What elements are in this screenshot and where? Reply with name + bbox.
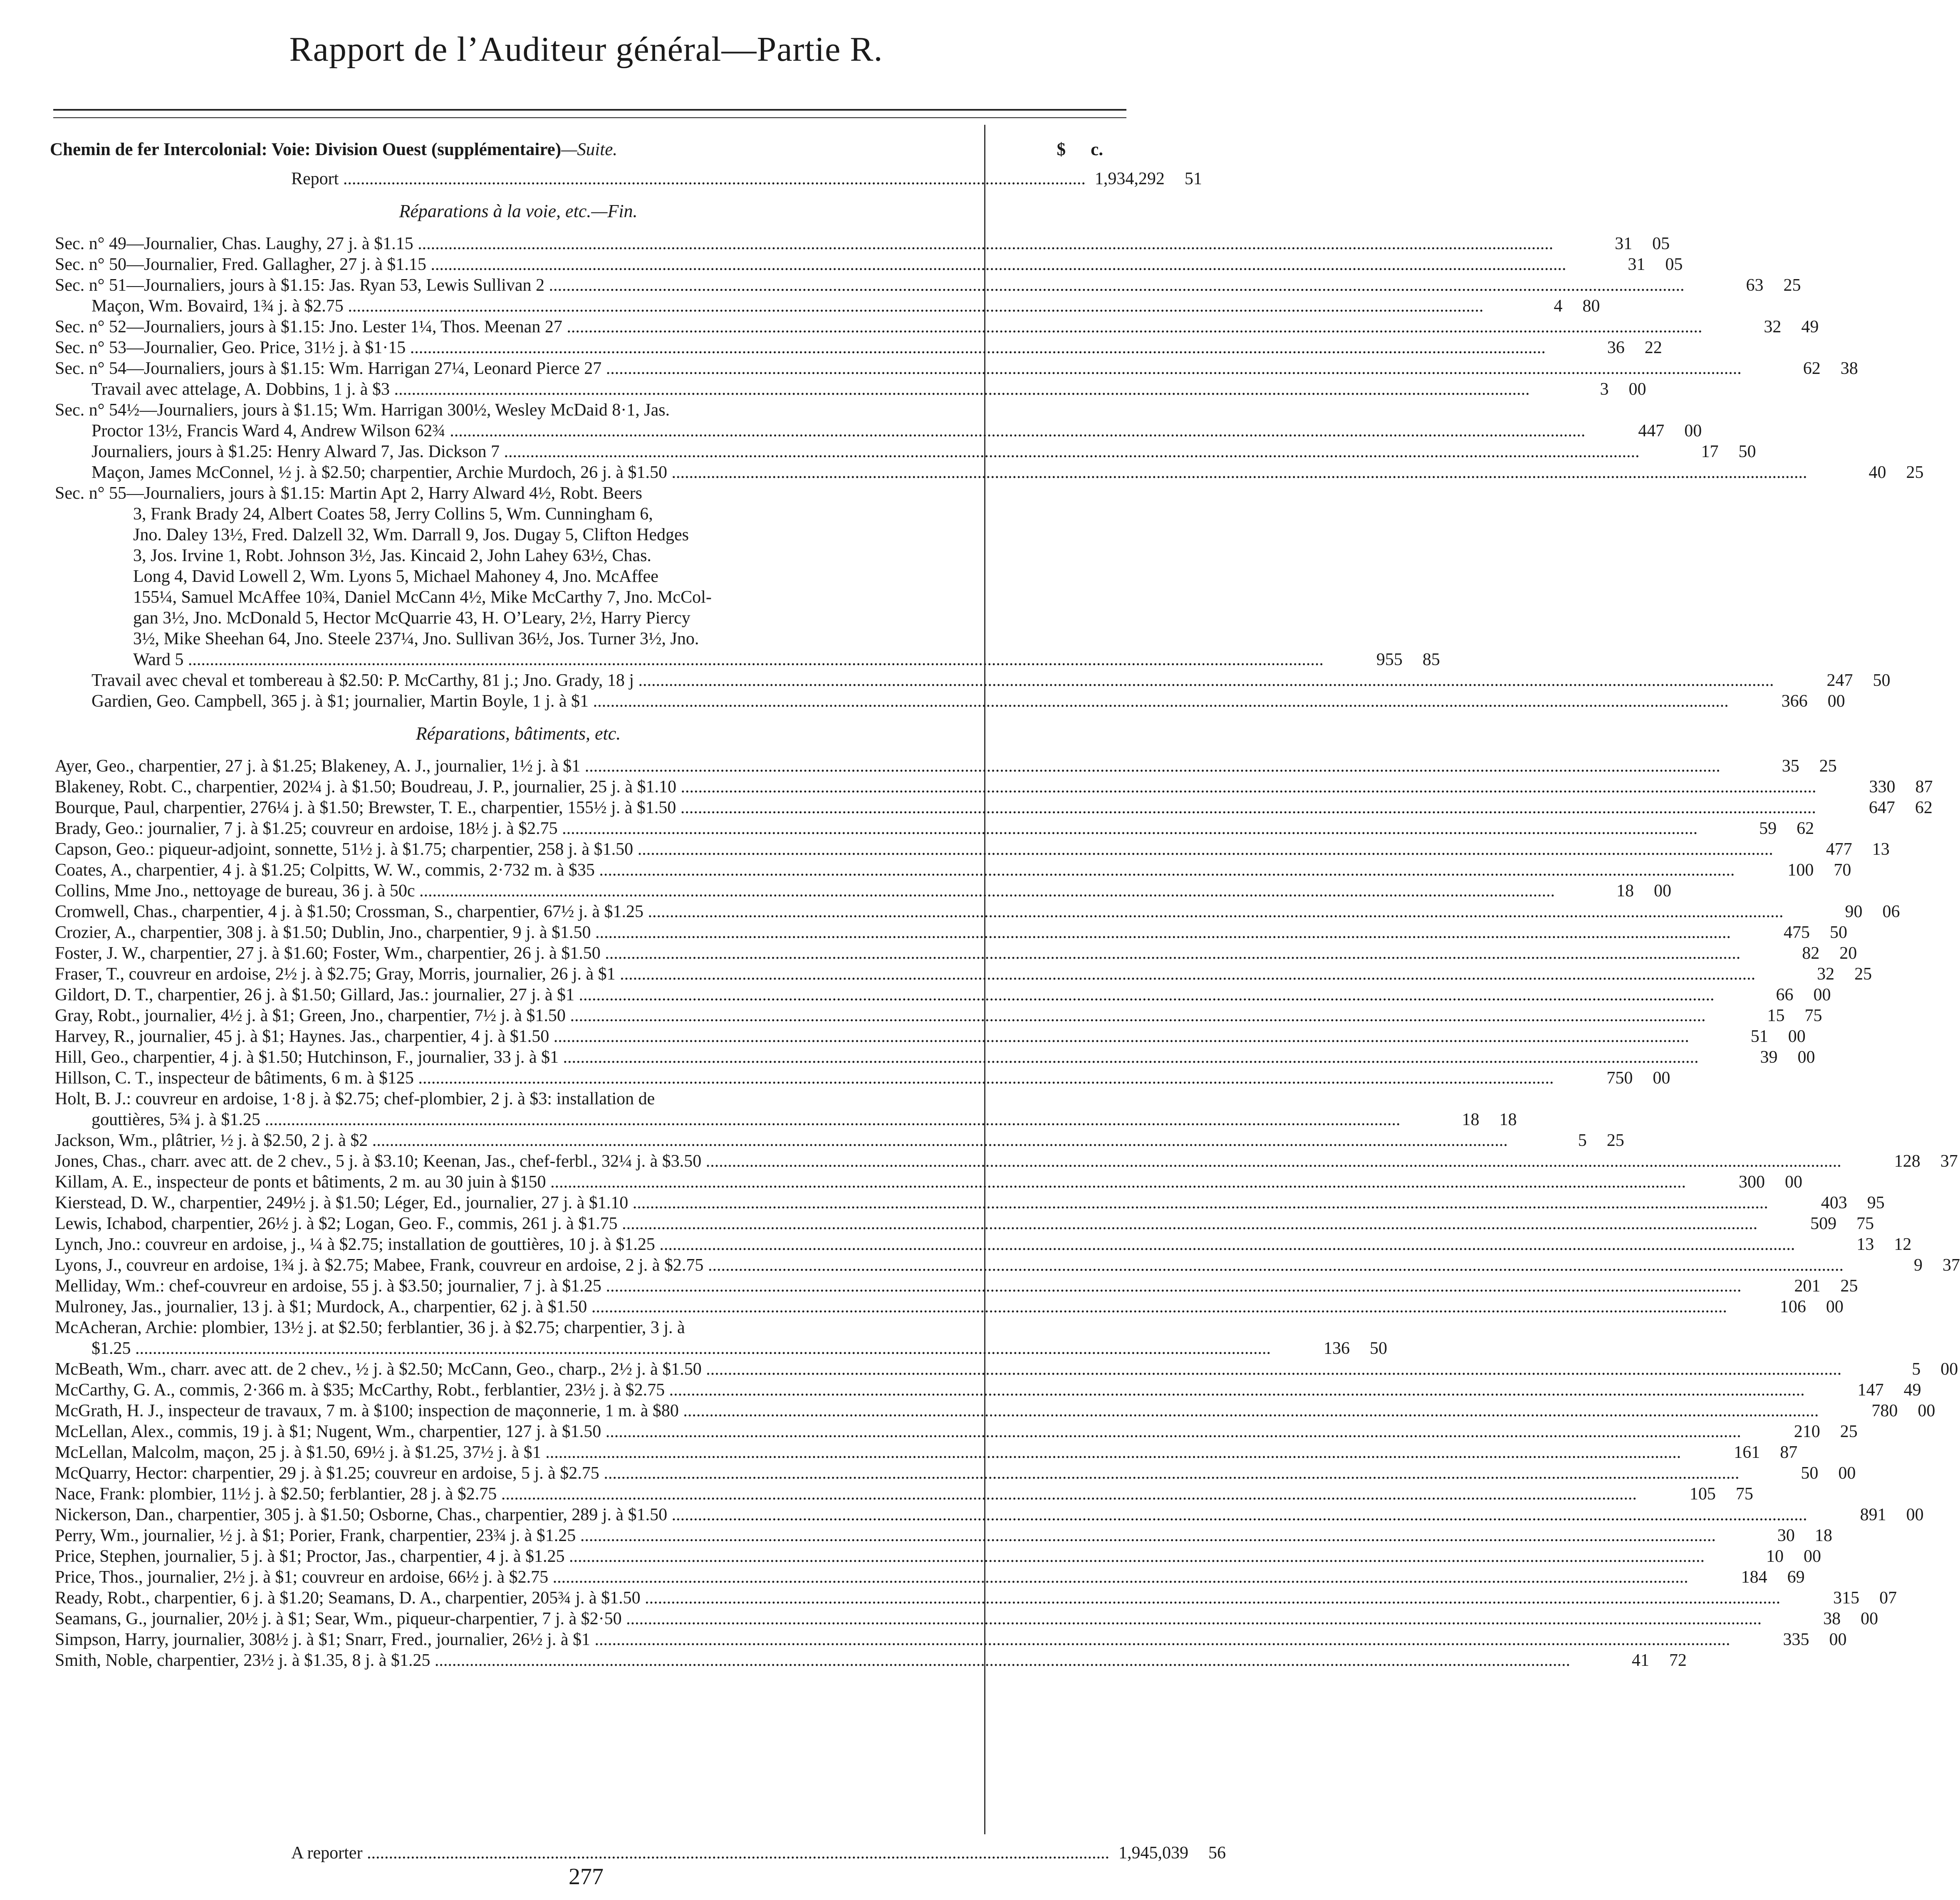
ledger-row: Lewis, Ichabod, charpentier, 26½ j. à $2; Logan, Geo. F., commis, 261 j. à $1.75 .................................................................................................................................................................................................................................................................... 509 75 <box>55 1214 1874 1233</box>
row-description: Smith, Noble, charpentier, 23½ j. à $1.35, 8 j. à $1.25 <box>55 1651 431 1670</box>
row-dollars: 315 <box>1833 1588 1860 1608</box>
row-cents: 50 <box>1370 1339 1387 1358</box>
row-description: Harvey, R., journalier, 45 j. à $1; Haynes. Jas., charpentier, 4 j. à $1.50 <box>55 1027 549 1046</box>
row-cents: 20 <box>1839 944 1857 963</box>
row-cents: 07 <box>1879 1588 1897 1608</box>
row-dollars: 32 <box>1817 965 1835 984</box>
row-dollars: 5 <box>1578 1131 1587 1150</box>
row-description: McCarthy, G. A., commis, 2·366 m. à $35; McCarthy, Robt., ferblantier, 23½ j. à $2.75 <box>55 1380 665 1400</box>
row-cents: 38 <box>1840 359 1858 378</box>
row-description: Sec. n° 50—Journalier, Fred. Gallagher, 27 j. à $1.15 <box>55 255 426 274</box>
row-description: Sec. n° 53—Journalier, Geo. Price, 31½ j. à $1·15 <box>55 338 406 357</box>
ledger-row: Melliday, Wm.: chef-couvreur en ardoise, 55 j. à $3.50; journalier, 7 j. à $1.25 .................................................................................................................................................................................................................................................................... 201 25 <box>55 1277 1858 1296</box>
row-cents: 87 <box>1780 1443 1798 1462</box>
row-description: Fraser, T., couvreur en ardoise, 2½ j. à $2.75; Gray, Morris, journalier, 26 j. à $1 <box>55 965 616 984</box>
ledger-content <box>50 139 1960 1671</box>
row-description: gan 3½, Jno. McDonald 5, Hector McQuarrie 43, H. O’Leary, 2½, Harry Piercy <box>133 609 690 628</box>
row-description: Sec. n° 52—Journaliers, jours à $1.15: Jno. Lester 1¼, Thos. Meenan 27 <box>55 317 562 336</box>
header-rule <box>53 109 1126 111</box>
report-cents: 51 <box>1184 169 1202 188</box>
row-cents: 87 <box>1915 777 1933 797</box>
row-dollars: 3 <box>1600 380 1609 399</box>
row-description: Melliday, Wm.: chef-couvreur en ardoise, 55 j. à $3.50; journalier, 7 j. à $1.25 <box>55 1277 601 1296</box>
ledger-row: Seamans, G., journalier, 20½ j. à $1; Sear, Wm., piqueur-charpentier, 7 j. à $2·50 .................................................................................................................................................................................................................................................................... 38 00 <box>55 1609 1878 1628</box>
row-dollars: 106 <box>1779 1297 1806 1316</box>
row-dollars: 4 <box>1554 297 1563 316</box>
row-description: Sec. n° 54½—Journaliers, jours à $1.15; Wm. Harrigan 300½, Wesley McDaid 8·1, Jas. <box>55 401 670 420</box>
row-description: Hillson, C. T., inspecteur de bâtiments, 6 m. à $125 <box>55 1069 414 1088</box>
row-cents: 18 <box>1814 1526 1832 1545</box>
row-dollars: 40 <box>1868 463 1886 482</box>
report-dollars: 1,934,292 <box>1094 169 1165 188</box>
row-dollars: 403 <box>1821 1193 1847 1212</box>
row-description: Price, Thos., journalier, 2½ j. à $1; couvreur en ardoise, 66½ j. à $2.75 <box>55 1568 549 1587</box>
ledger-row: McLellan, Malcolm, maçon, 25 j. à $1.50, 69½ j. à $1.25, 37½ j. à $1 .................................................................................................................................................................................................................................................................... 161 87 <box>55 1443 1798 1462</box>
row-cents: 00 <box>1784 1173 1802 1192</box>
row-description: Travail avec cheval et tombereau à $2.50: P. McCarthy, 81 j.; Jno. Grady, 18 j <box>92 671 634 690</box>
row-cents: 95 <box>1867 1193 1885 1212</box>
row-description: Coates, A., charpentier, 4 j. à $1.25; Colpitts, W. W., commis, 2·732 m. à $35 <box>55 861 595 880</box>
cents-column-header: c. <box>1091 140 1103 159</box>
subhead-voie-text: Réparations à la voie, etc.—Fin. <box>399 201 638 221</box>
row-cents: 00 <box>1906 1505 1924 1524</box>
ledger-row: Coates, A., charpentier, 4 j. à $1.25; Colpitts, W. W., commis, 2·732 m. à $35 .................................................................................................................................................................................................................................................................... 100 70 <box>55 861 1851 880</box>
ledger-row: Maçon, James McConnel, ½ j. à $2.50; charpentier, Archie Murdoch, 26 j. à $1.50 .................................................................................................................................................................................................................................................................... 40 25 <box>92 463 1924 482</box>
ledger-row: Ready, Robt., charpentier, 6 j. à $1.20; Seamans, D. A., charpentier, 205¾ j. à $1.50 .................................................................................................................................................................................................................................................................... 315 07 <box>55 1588 1897 1608</box>
ledger-row: Sec. n° 52—Journaliers, jours à $1.15: Jno. Lester 1¼, Thos. Meenan 27 .................................................................................................................................................................................................................................................................... 32 49 <box>55 317 1819 336</box>
row-description: Sec. n° 55—Journaliers, jours à $1.15: Martin Apt 2, Harry Alward 4½, Robt. Beers <box>55 484 642 503</box>
row-description: Gildort, D. T., charpentier, 26 j. à $1.50; Gillard, Jas.: journalier, 27 j. à $1 <box>55 985 574 1004</box>
ledger-row: McCarthy, G. A., commis, 2·366 m. à $35; McCarthy, Robt., ferblantier, 23½ j. à $2.75 .................................................................................................................................................................................................................................................................... 147 49 <box>55 1380 1921 1400</box>
row-dollars: 17 <box>1701 442 1719 461</box>
ledger-row: Bourque, Paul, charpentier, 276¼ j. à $1.50; Brewster, T. E., charpentier, 155½ j. à $1.50 .................................................................................................................................................................................................................................................................... 647 62 <box>55 798 1933 817</box>
row-description: Jno. Daley 13½, Fred. Dalzell 32, Wm. Darrall 9, Jos. Dugay 5, Clifton Hedges <box>133 525 689 544</box>
row-description: Perry, Wm., journalier, ½ j. à $1; Porier, Frank, charpentier, 23¾ j. à $1.25 <box>55 1526 576 1545</box>
row-dollars: 128 <box>1894 1152 1920 1171</box>
ledger-row: Lynch, Jno.: couvreur en ardoise, j., ¼ à $2.75; installation de gouttières, 10 j. à $1.25 .................................................................................................................................................................................................................................................................... 13 12 <box>55 1235 1912 1254</box>
row-description: Cromwell, Chas., charpentier, 4 j. à $1.50; Crossman, S., charpentier, 67½ j. à $1.25 <box>55 902 644 921</box>
row-cents: 75 <box>1804 1006 1822 1025</box>
ledger-row <box>50 483 1125 504</box>
row-cents: 00 <box>1813 985 1831 1004</box>
row-description: Lyons, J., couvreur en ardoise, 1¾ j. à $2.75; Mabee, Frank, couvreur en ardoise, 2 j. à $2.75 <box>55 1256 704 1275</box>
row-dollars: 51 <box>1750 1027 1768 1046</box>
row-dollars: 50 <box>1801 1464 1819 1483</box>
row-description: Crozier, A., charpentier, 308 j. à $1.50; Dublin, Jno., charpentier, 9 j. à $1.50 <box>55 923 591 942</box>
row-dollars: 780 <box>1871 1401 1898 1420</box>
reporter-dollars: 1,945,039 <box>1118 1843 1188 1863</box>
row-description: Journaliers, jours à $1.25: Henry Alward 7, Jas. Dickson 7 <box>92 442 500 461</box>
ledger-row: Gardien, Geo. Campbell, 365 j. à $1; journalier, Martin Boyle, 1 j. à $1 .................................................................................................................................................................................................................................................................... 366 00 <box>92 692 1845 711</box>
subhead-voie <box>50 201 1125 222</box>
row-description: Sec. n° 54—Journaliers, jours à $1.15: Wm. Harrigan 27¼, Leonard Pierce 27 <box>55 359 602 378</box>
ledger-row: Smith, Noble, charpentier, 23½ j. à $1.35, 8 j. à $1.25 .................................................................................................................................................................................................................................................................... 41 72 <box>55 1651 1687 1670</box>
ledger-row <box>50 400 1125 421</box>
page-header: Rapport de l’Auditeur général—Partie R. <box>289 30 883 69</box>
row-cents: 25 <box>1840 1422 1858 1441</box>
ledger-row: Sec. n° 50—Journalier, Fred. Gallagher, 27 j. à $1.15 .................................................................................................................................................................................................................................................................... 31 05 <box>55 255 1683 274</box>
row-cents: 72 <box>1669 1651 1687 1670</box>
row-cents: 06 <box>1882 902 1900 921</box>
reporter-cents: 56 <box>1208 1843 1226 1863</box>
ledger-row: McLellan, Alex., commis, 19 j. à $1; Nugent, Wm., charpentier, 127 j. à $1.50 .................................................................................................................................................................................................................................................................... 210 25 <box>55 1422 1858 1441</box>
row-dollars: 5 <box>1912 1360 1921 1379</box>
ledger-row: Sec. n° 53—Journalier, Geo. Price, 31½ j. à $1·15 .................................................................................................................................................................................................................................................................... 36 22 <box>55 338 1662 357</box>
row-dollars: 66 <box>1776 985 1794 1004</box>
dollar-column-header: $ <box>1057 140 1066 159</box>
row-cents: 50 <box>1738 442 1756 461</box>
row-dollars: 63 <box>1746 276 1764 295</box>
ledger-row: Nickerson, Dan., charpentier, 305 j. à $1.50; Osborne, Chas., charpentier, 289 j. à $1.50 .................................................................................................................................................................................................................................................................... 891 00 <box>55 1505 1924 1524</box>
row-description: Jones, Chas., charr. avec att. de 2 chev., 5 j. à $3.10; Keenan, Jas., chef-ferbl., 32¼ j. à $3.50 <box>55 1152 702 1171</box>
ledger-row <box>50 1089 1125 1109</box>
row-cents: 37 <box>1940 1152 1958 1171</box>
ledger-row: Fraser, T., couvreur en ardoise, 2½ j. à $2.75; Gray, Morris, journalier, 26 j. à $1 .................................................................................................................................................................................................................................................................... 32 25 <box>55 965 1872 984</box>
row-description: 155¼, Samuel McAffee 10¾, Daniel McCann 4½, Mike McCarthy 7, Jno. McCol- <box>133 588 712 607</box>
row-dollars: 300 <box>1738 1173 1765 1192</box>
row-dollars: 136 <box>1324 1339 1350 1358</box>
row-description: Maçon, James McConnel, ½ j. à $2.50; charpentier, Archie Murdoch, 26 j. à $1.50 <box>92 463 667 482</box>
row-cents: 25 <box>1854 965 1872 984</box>
row-dollars: 475 <box>1783 923 1810 942</box>
row-description: $1.25 <box>92 1339 131 1358</box>
subhead-batiments <box>50 723 1125 744</box>
ledger-row: Hillson, C. T., inspecteur de bâtiments, 6 m. à $125 .................................................................................................................................................................................................................................................................... 750 00 <box>55 1069 1670 1088</box>
row-cents: 00 <box>1803 1547 1821 1566</box>
row-dollars: 210 <box>1794 1422 1820 1441</box>
report-line: Report .......................................................................................................................................................................... 1,934,292 51 <box>291 169 1202 188</box>
ledger-row: Sec. n° 54—Journaliers, jours à $1.15: Wm. Harrigan 27¼, Leonard Pierce 27 .................................................................................................................................................................................................................................................................... 62 38 <box>55 359 1858 378</box>
ledger-row: Kierstead, D. W., charpentier, 249½ j. à $1.50; Léger, Ed., journalier, 27 j. à $1.10 .................................................................................................................................................................................................................................................................... 403 95 <box>55 1193 1885 1212</box>
ledger-row: Price, Stephen, journalier, 5 j. à $1; Proctor, Jas., charpentier, 4 j. à $1.25 .................................................................................................................................................................................................................................................................... 10 00 <box>55 1547 1821 1566</box>
ledger-row: McQuarry, Hector: charpentier, 29 j. à $1.25; couvreur en ardoise, 5 j. à $2.75 .................................................................................................................................................................................................................................................................... 50 00 <box>55 1464 1856 1483</box>
ledger-row <box>50 587 1125 608</box>
row-description: Gardien, Geo. Campbell, 365 j. à $1; journalier, Martin Boyle, 1 j. à $1 <box>92 692 589 711</box>
row-description: 3, Frank Brady 24, Albert Coates 58, Jerry Collins 5, Wm. Cunningham 6, <box>133 505 653 524</box>
ledger-row: Brady, Geo.: journalier, 7 j. à $1.25; couvreur en ardoise, 18½ j. à $2.75 .................................................................................................................................................................................................................................................................... 59 62 <box>55 819 1814 838</box>
ledger-row <box>50 628 1125 649</box>
row-description: Killam, A. E., inspecteur de ponts et bâtiments, 2 m. au 30 juin à $150 <box>55 1173 546 1192</box>
row-cents: 69 <box>1787 1568 1805 1587</box>
row-description: Bourque, Paul, charpentier, 276¼ j. à $1.50; Brewster, T. E., charpentier, 155½ j. à $1.50 <box>55 798 676 817</box>
row-cents: 80 <box>1582 297 1600 316</box>
row-dollars: 100 <box>1787 861 1814 880</box>
row-cents: 18 <box>1499 1110 1517 1129</box>
ledger-row: McGrath, H. J., inspecteur de travaux, 7 m. à $100; inspection de maçonnerie, 1 m. à $80 .................................................................................................................................................................................................................................................................... 780 00 <box>55 1401 1935 1420</box>
row-cents: 85 <box>1422 650 1440 669</box>
ledger-row: Hill, Geo., charpentier, 4 j. à $1.50; Hutchinson, F., journalier, 33 j. à $1 .................................................................................................................................................................................................................................................................... 39 00 <box>55 1048 1815 1067</box>
row-description: Proctor 13½, Francis Ward 4, Andrew Wilson 62¾ <box>92 421 445 440</box>
row-dollars: 15 <box>1767 1006 1785 1025</box>
report-label: Report <box>291 169 339 188</box>
row-description: Collins, Mme Jno., nettoyage de bureau, 36 j. à 50c <box>55 881 415 901</box>
row-cents: 50 <box>1829 923 1847 942</box>
row-description: McAcheran, Archie: plombier, 13½ j. at $2.50; ferblantier, 36 j. à $2.75; charpentier, 3 j. à <box>55 1318 685 1337</box>
row-cents: 00 <box>1829 1630 1847 1649</box>
batiments-entries <box>50 756 1960 1671</box>
ledger-row: Price, Thos., journalier, 2½ j. à $1; couvreur en ardoise, 66½ j. à $2.75 .................................................................................................................................................................................................................................................................... 184 69 <box>55 1568 1805 1587</box>
row-description: Blakeney, Robt. C., charpentier, 202¼ j. à $1.50; Boudreau, J. P., journalier, 25 j. à $1.10 <box>55 777 676 797</box>
row-cents: 00 <box>1838 1464 1856 1483</box>
ledger-row: Perry, Wm., journalier, ½ j. à $1; Porier, Frank, charpentier, 23¾ j. à $1.25 .................................................................................................................................................................................................................................................................... 30 18 <box>55 1526 1832 1545</box>
row-cents: 00 <box>1684 421 1702 440</box>
row-description: Lynch, Jno.: couvreur en ardoise, j., ¼ à $2.75; installation de gouttières, 10 j. à $1.25 <box>55 1235 655 1254</box>
row-cents: 00 <box>1654 881 1671 901</box>
row-cents: 00 <box>1940 1360 1958 1379</box>
row-cents: 50 <box>1873 671 1891 690</box>
ledger-row <box>50 608 1125 628</box>
ledger-row: Nace, Frank: plombier, 11½ j. à $2.50; ferblantier, 28 j. à $2.75 .................................................................................................................................................................................................................................................................... 105 75 <box>55 1484 1753 1504</box>
row-description: McLellan, Alex., commis, 19 j. à $1; Nugent, Wm., charpentier, 127 j. à $1.50 <box>55 1422 601 1441</box>
ledger-row: Harvey, R., journalier, 45 j. à $1; Haynes. Jas., charpentier, 4 j. à $1.50 .................................................................................................................................................................................................................................................................... 51 00 <box>55 1027 1806 1046</box>
row-dollars: 477 <box>1826 840 1852 859</box>
row-description: 3½, Mike Sheehan 64, Jno. Steele 237¼, Jno. Sullivan 36½, Jos. Turner 3½, Jno. <box>133 629 699 648</box>
row-dollars: 38 <box>1823 1609 1841 1628</box>
row-dollars: 335 <box>1783 1630 1809 1649</box>
ledger-row: Sec. n° 51—Journaliers, jours à $1.15: Jas. Ryan 53, Lewis Sullivan 2 .................................................................................................................................................................................................................................................................... 63 25 <box>55 276 1801 295</box>
row-cents: 00 <box>1797 1048 1815 1067</box>
ledger-row: Foster, J. W., charpentier, 27 j. à $1.60; Foster, Wm., charpentier, 26 j. à $1.50 .................................................................................................................................................................................................................................................................... 82 20 <box>55 944 1857 963</box>
row-description: Price, Stephen, journalier, 5 j. à $1; Proctor, Jas., charpentier, 4 j. à $1.25 <box>55 1547 565 1566</box>
ledger-row: Jackson, Wm., plâtrier, ½ j. à $2.50, 2 j. à $2 .................................................................................................................................................................................................................................................................... 5 25 <box>55 1131 1624 1150</box>
row-dollars: 509 <box>1810 1214 1837 1233</box>
row-description: Gray, Robt., journalier, 4½ j. à $1; Green, Jno., charpentier, 7½ j. à $1.50 <box>55 1006 566 1025</box>
ledger-row: gouttières, 5¾ j. à $1.25 .................................................................................................................................................................................................................................................................... 18 18 <box>92 1110 1517 1129</box>
ledger-row: Blakeney, Robt. C., charpentier, 202¼ j. à $1.50; Boudreau, J. P., journalier, 25 j. à $1.10 .................................................................................................................................................................................................................................................................... 330 87 <box>55 777 1933 797</box>
ledger-row <box>50 1317 1125 1338</box>
row-dollars: 62 <box>1803 359 1821 378</box>
row-dollars: 891 <box>1860 1505 1886 1524</box>
row-description: Jackson, Wm., plâtrier, ½ j. à $2.50, 2 j. à $2 <box>55 1131 368 1150</box>
row-cents: 00 <box>1628 380 1646 399</box>
row-cents: 49 <box>1903 1380 1921 1400</box>
row-dollars: 36 <box>1607 338 1625 357</box>
row-cents: 22 <box>1644 338 1662 357</box>
row-description: Brady, Geo.: journalier, 7 j. à $1.25; couvreur en ardoise, 18½ j. à $2.75 <box>55 819 558 838</box>
row-description: Capson, Geo.: piqueur-adjoint, sonnette, 51½ j. à $1.75; charpentier, 258 j. à $1.50 <box>55 840 634 859</box>
ledger-row: Lyons, J., couvreur en ardoise, 1¾ j. à $2.75; Mabee, Frank, couvreur en ardoise, 2 j. à $2.75 .................................................................................................................................................................................................................................................................... 9 37 <box>55 1256 1960 1275</box>
ledger-row: Mulroney, Jas., journalier, 13 j. à $1; Murdock, A., charpentier, 62 j. à $1.50 .................................................................................................................................................................................................................................................................... 106 00 <box>55 1297 1844 1316</box>
row-dollars: 161 <box>1734 1443 1760 1462</box>
row-dollars: 90 <box>1845 902 1863 921</box>
row-dollars: 147 <box>1857 1380 1884 1400</box>
ledger-row: $1.25 .................................................................................................................................................................................................................................................................... 136 50 <box>92 1339 1387 1358</box>
row-dollars: 447 <box>1638 421 1665 440</box>
row-cents: 00 <box>1861 1609 1878 1628</box>
row-cents: 25 <box>1606 1131 1624 1150</box>
row-description: Ayer, Geo., charpentier, 27 j. à $1.25; Blakeney, A. J., journalier, 1½ j. à $1 <box>55 757 581 776</box>
row-cents: 00 <box>1827 692 1845 711</box>
row-description: Sec. n° 49—Journalier, Chas. Laughy, 27 j. à $1.15 <box>55 234 413 253</box>
row-description: Lewis, Ichabod, charpentier, 26½ j. à $2; Logan, Geo. F., commis, 261 j. à $1.75 <box>55 1214 618 1233</box>
row-dollars: 647 <box>1868 798 1895 817</box>
ledger-row: Crozier, A., charpentier, 308 j. à $1.50; Dublin, Jno., charpentier, 9 j. à $1.50 .................................................................................................................................................................................................................................................................... 475 50 <box>55 923 1847 942</box>
row-dollars: 750 <box>1606 1069 1633 1088</box>
row-dollars: 31 <box>1615 234 1633 253</box>
row-description: Simpson, Harry, journalier, 308½ j. à $1; Snarr, Fred., journalier, 26½ j. à $1 <box>55 1630 590 1649</box>
reporter-block <box>50 1843 1226 1863</box>
row-description: Hill, Geo., charpentier, 4 j. à $1.50; Hutchinson, F., journalier, 33 j. à $1 <box>55 1048 559 1067</box>
row-description: McGrath, H. J., inspecteur de travaux, 7 m. à $100; inspection de maçonnerie, 1 m. à $80 <box>55 1401 679 1420</box>
row-dollars: 330 <box>1869 777 1896 797</box>
ledger-row: Gray, Robt., journalier, 4½ j. à $1; Green, Jno., charpentier, 7½ j. à $1.50 .................................................................................................................................................................................................................................................................... 15 75 <box>55 1006 1822 1025</box>
row-description: Travail avec attelage, A. Dobbins, 1 j. à $3 <box>92 380 390 399</box>
ledger-row <box>50 545 1125 566</box>
row-dollars: 18 <box>1616 881 1634 901</box>
row-cents: 25 <box>1840 1277 1858 1296</box>
row-description: 3, Jos. Irvine 1, Robt. Johnson 3½, Jas. Kincaid 2, John Lahey 63½, Chas. <box>133 546 651 565</box>
ledger-row <box>50 524 1125 545</box>
row-cents: 25 <box>1906 463 1924 482</box>
ledger-row: Simpson, Harry, journalier, 308½ j. à $1; Snarr, Fred., journalier, 26½ j. à $1 .................................................................................................................................................................................................................................................................... 335 00 <box>55 1630 1847 1649</box>
subhead-batiments-text: Réparations, bâtiments, etc. <box>416 723 621 744</box>
row-cents: 62 <box>1797 819 1814 838</box>
row-cents: 75 <box>1735 1484 1753 1504</box>
ledger-row: Cromwell, Chas., charpentier, 4 j. à $1.50; Crossman, S., charpentier, 67½ j. à $1.25 .................................................................................................................................................................................................................................................................... 90 06 <box>55 902 1900 921</box>
row-cents: 00 <box>1653 1069 1670 1088</box>
row-cents: 49 <box>1801 317 1819 336</box>
row-cents: 75 <box>1856 1214 1874 1233</box>
ledger-row: Ayer, Geo., charpentier, 27 j. à $1.25; Blakeney, A. J., journalier, 1½ j. à $1 .................................................................................................................................................................................................................................................................... 35 25 <box>55 757 1837 776</box>
section-title-suffix: —Suite. <box>561 140 618 159</box>
row-description: Long 4, David Lowell 2, Wm. Lyons 5, Michael Mahoney 4, Jno. McAffee <box>133 567 658 586</box>
row-description: Kierstead, D. W., charpentier, 249½ j. à $1.50; Léger, Ed., journalier, 27 j. à $1.10 <box>55 1193 629 1212</box>
row-description: Foster, J. W., charpentier, 27 j. à $1.60; Foster, Wm., charpentier, 26 j. à $1.50 <box>55 944 601 963</box>
row-dollars: 32 <box>1764 317 1782 336</box>
ledger-row: Sec. n° 49—Journalier, Chas. Laughy, 27 j. à $1.15 .................................................................................................................................................................................................................................................................... 31 05 <box>55 234 1670 253</box>
row-cents: 37 <box>1942 1256 1960 1275</box>
ledger-row: Killam, A. E., inspecteur de ponts et bâtiments, 2 m. au 30 juin à $150 .................................................................................................................................................................................................................................................................... 300 00 <box>55 1173 1802 1192</box>
page-number: 277 <box>569 1864 604 1890</box>
row-description: gouttières, 5¾ j. à $1.25 <box>92 1110 260 1129</box>
row-dollars: 13 <box>1856 1235 1874 1254</box>
row-dollars: 35 <box>1782 757 1799 776</box>
row-dollars: 30 <box>1777 1526 1795 1545</box>
ledger-row: Journaliers, jours à $1.25: Henry Alward 7, Jas. Dickson 7 .................................................................................................................................................................................................................................................................... 17 50 <box>92 442 1756 461</box>
row-description: Nickerson, Dan., charpentier, 305 j. à $1.50; Osborne, Chas., charpentier, 289 j. à $1.50 <box>55 1505 668 1524</box>
ledger-row: Travail avec attelage, A. Dobbins, 1 j. à $3 .................................................................................................................................................................................................................................................................... 3 00 <box>92 380 1646 399</box>
reporter-label: A reporter <box>291 1843 363 1863</box>
row-description: Ward 5 <box>133 650 184 669</box>
header-rule-thin <box>53 117 1126 118</box>
row-dollars: 9 <box>1913 1256 1923 1275</box>
ledger-row: Jones, Chas., charr. avec att. de 2 chev., 5 j. à $3.10; Keenan, Jas., chef-ferbl., 32¼ j. à $3.50 .................................................................................................................................................................................................................................................................... 128 37 <box>55 1152 1958 1171</box>
row-description: McBeath, Wm., charr. avec att. de 2 chev., ½ j. à $2.50; McCann, Geo., charp., 2½ j. à $1.50 <box>55 1360 702 1379</box>
row-dollars: 201 <box>1794 1277 1821 1296</box>
ledger-row: Capson, Geo.: piqueur-adjoint, sonnette, 51½ j. à $1.75; charpentier, 258 j. à $1.50 .................................................................................................................................................................................................................................................................... 477 13 <box>55 840 1890 859</box>
row-description: McLellan, Malcolm, maçon, 25 j. à $1.50, 69½ j. à $1.25, 37½ j. à $1 <box>55 1443 541 1462</box>
row-cents: 05 <box>1665 255 1683 274</box>
row-dollars: 955 <box>1376 650 1403 669</box>
voie-entries <box>50 233 1924 712</box>
ledger-row: Proctor 13½, Francis Ward 4, Andrew Wilson 62¾ .................................................................................................................................................................................................................................................................... 447 00 <box>92 421 1702 440</box>
row-cents: 25 <box>1819 757 1837 776</box>
row-cents: 25 <box>1783 276 1801 295</box>
row-dollars: 39 <box>1760 1048 1778 1067</box>
row-description: Ready, Robt., charpentier, 6 j. à $1.20; Seamans, D. A., charpentier, 205¾ j. à $1.50 <box>55 1588 641 1608</box>
row-dollars: 31 <box>1628 255 1646 274</box>
ledger-row: Travail avec cheval et tombereau à $2.50: P. McCarthy, 81 j.; Jno. Grady, 18 j .................................................................................................................................................................................................................................................................... 247 50 <box>92 671 1891 690</box>
row-dollars: 41 <box>1631 1651 1649 1670</box>
row-cents: 00 <box>1788 1027 1806 1046</box>
row-dollars: 18 <box>1462 1110 1480 1129</box>
row-cents: 62 <box>1915 798 1933 817</box>
ledger-row: Gildort, D. T., charpentier, 26 j. à $1.50; Gillard, Jas.: journalier, 27 j. à $1 .................................................................................................................................................................................................................................................................... 66 00 <box>55 985 1831 1004</box>
ledger-row: Collins, Mme Jno., nettoyage de bureau, 36 j. à 50c .................................................................................................................................................................................................................................................................... 18 00 <box>55 881 1671 901</box>
ledger-row: McBeath, Wm., charr. avec att. de 2 chev., ½ j. à $2.50; McCann, Geo., charp., 2½ j. à $1.50 .................................................................................................................................................................................................................................................................... 5 00 <box>55 1360 1958 1379</box>
row-cents: 12 <box>1894 1235 1912 1254</box>
row-description: Seamans, G., journalier, 20½ j. à $1; Sear, Wm., piqueur-charpentier, 7 j. à $2·50 <box>55 1609 622 1628</box>
row-description: Mulroney, Jas., journalier, 13 j. à $1; Murdock, A., charpentier, 62 j. à $1.50 <box>55 1297 587 1316</box>
row-dollars: 184 <box>1741 1568 1767 1587</box>
reporter-line: A reporter .......................................................................................................................................................................... 1,945,039 56 <box>291 1843 1226 1863</box>
row-description: Holt, B. J.: couvreur en ardoise, 1·8 j. à $2.75; chef-plombier, 2 j. à $3: installation de <box>55 1089 655 1108</box>
row-cents: 13 <box>1872 840 1890 859</box>
row-dollars: 105 <box>1689 1484 1716 1504</box>
row-cents: 00 <box>1826 1297 1844 1316</box>
row-description: McQuarry, Hector: charpentier, 29 j. à $1.25; couvreur en ardoise, 5 j. à $2.75 <box>55 1464 599 1483</box>
ledger-row <box>50 566 1125 587</box>
row-description: Nace, Frank: plombier, 11½ j. à $2.50; ferblantier, 28 j. à $2.75 <box>55 1484 497 1504</box>
row-dollars: 82 <box>1802 944 1820 963</box>
section-title-text: Chemin de fer Intercolonial: Voie: Division Ouest (supplémentaire) <box>50 140 562 159</box>
row-cents: 05 <box>1652 234 1670 253</box>
row-description: Sec. n° 51—Journaliers, jours à $1.15: Jas. Ryan 53, Lewis Sullivan 2 <box>55 276 544 295</box>
section-title <box>50 139 1125 160</box>
row-dollars: 10 <box>1766 1547 1784 1566</box>
ledger-row: Maçon, Wm. Bovaird, 1¾ j. à $2.75 .................................................................................................................................................................................................................................................................... 4 80 <box>92 297 1600 316</box>
row-dollars: 247 <box>1826 671 1853 690</box>
row-dollars: 366 <box>1781 692 1808 711</box>
row-description: Maçon, Wm. Bovaird, 1¾ j. à $2.75 <box>92 297 344 316</box>
row-cents: 00 <box>1918 1401 1935 1420</box>
ledger-row <box>50 504 1125 524</box>
row-dollars: 59 <box>1759 819 1777 838</box>
ledger-row: Ward 5 .................................................................................................................................................................................................................................................................... 955 85 <box>133 650 1440 669</box>
row-cents: 70 <box>1834 861 1851 880</box>
